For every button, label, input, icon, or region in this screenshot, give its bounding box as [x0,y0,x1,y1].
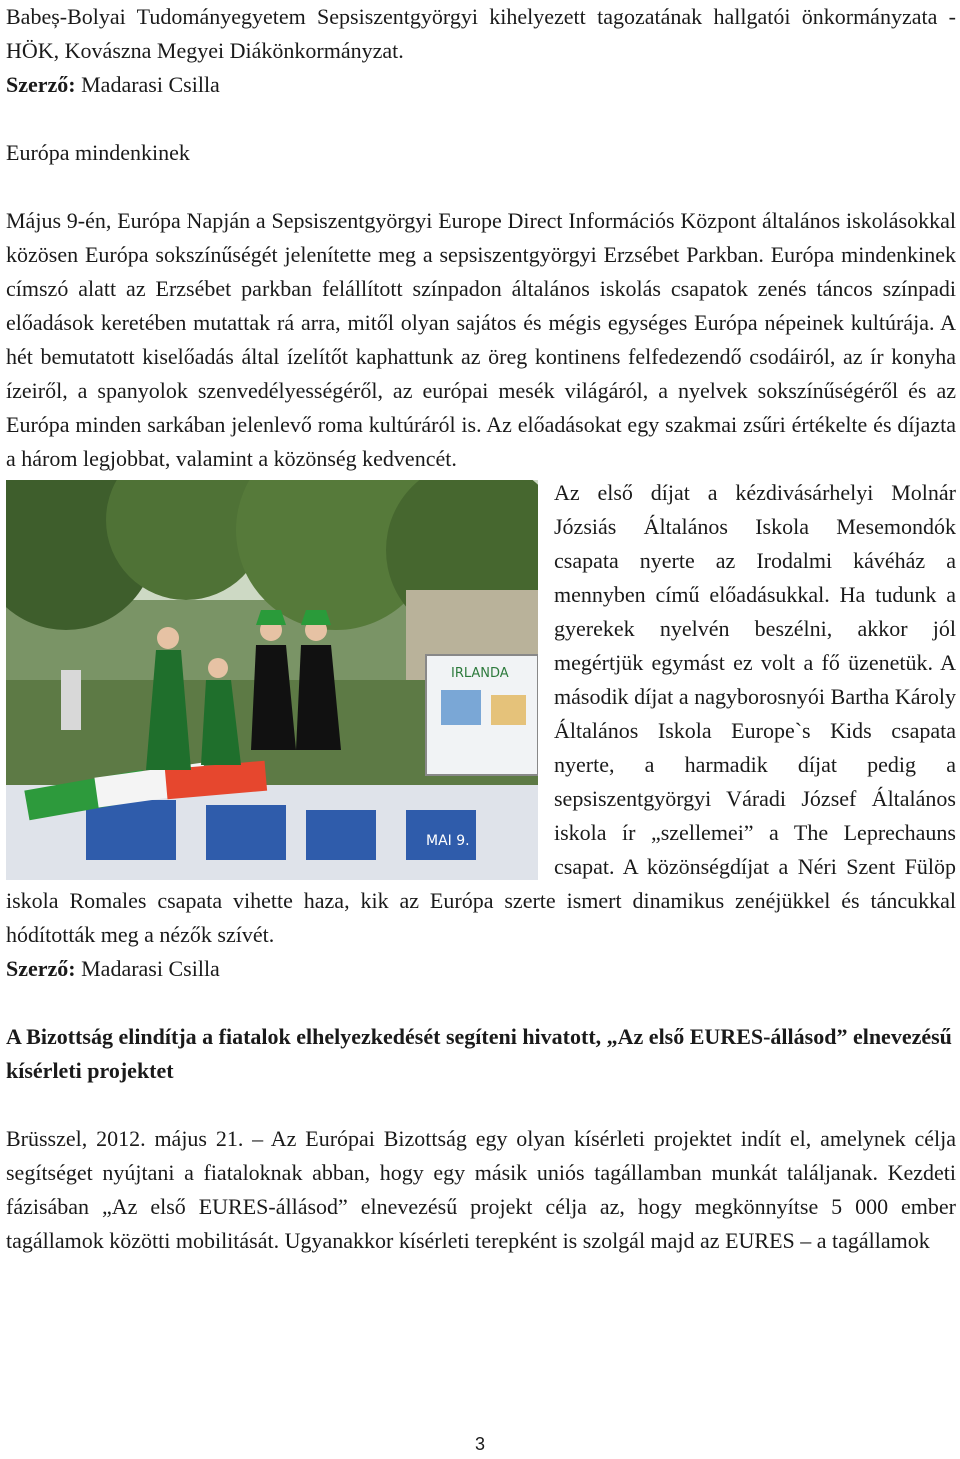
article-title: Európa mindenkinek [6,140,190,165]
article2-paragraph: Brüsszel, 2012. május 21. – Az Európai Bizottság egy olyan kísérleti projektet indít el, amelynek célja segítséget nyújtani a fiataloknak abban, hogy egy másik uniós tagállamban munkát találjanak. Kezdeti fázisában „Az első EURES-állásod” elnevezésű projekt célja az, hogy megkönnyítse 5 000 ember tagállamok közötti mobilitását. Ugyanakkor kísérleti terepként is szolgál majd az EURES – a tagállamok [6,1126,956,1253]
event-photo-image [6,480,538,880]
page-number: 3 [474,1434,485,1454]
banner-text: MAI 9. [426,833,470,849]
author-label-2: Szerző: [6,956,76,981]
poster-text: IRLANDA [451,666,509,681]
author-name: Madarasi Csilla [75,72,220,97]
document-page [6,0,956,1258]
author-line-2 [6,952,956,986]
article-headline: A Bizottság elindítja a fiatalok elhelyezkedését segíteni hivatott, „Az első EURES-állásod” elnevezésű kísérleti projektet [6,1024,952,1083]
organization-text: Babeș-Bolyai Tudományegyetem Sepsiszentgyörgyi kihelyezett tagozatának hallgatói önkormányzata - HÖK, Kovászna Megyei Diákönkormányzat. [6,4,956,63]
event-photo [6,480,538,880]
author-name-2: Madarasi Csilla [75,956,220,981]
article-paragraph-awards: Az első díjat a kézdivásárhelyi Molnár Józsiás Általános Iskola Mesemondók csapata nyerte az Irodalmi kávéház a mennyben című előadásukkal. Ha tudunk a gyerekek nyelvén beszélni, akkor jól megértjük egymást ez volt a fő üzenetük. A második díjat a nagyborosnyói Bartha Károly Általános Iskola Europe`s Kids csapata nyerte, a harmadik díjat pedig a sepsiszentgyörgyi Váradi József Általános iskola ír „szellemei” a The Leprechauns csapat. A közönségdíjat a Néri Szent Fülöp iskola Romales csapata vihette haza, kik az Európa szerte ismert dinamikus zenéjükkel és táncukkal hódították meg a nézők szívét. [6,480,956,947]
article-paragraph: Május 9-én, Európa Napján a Sepsiszentgyörgyi Europe Direct Információs Központ általános iskolásokkal közösen Európa sokszínűségét jelenítette meg a sepsiszentgyörgyi Erzsébet Parkban. Európa mindenkinek címszó alatt az Erzsébet parkban felállított színpadon általános iskolás csapatok zenés táncos színpadi előadások keretében mutattak rá arra, mitől olyan sajátos és mégis egységes Európa népeinek kultúrája. A hét bemutatott kiselőadás által ízelítőt kaphattunk az öreg kontinens felfedezendő csodáiról, az ír konyha ízeiről, a spanyolok szenvedélyességéről, az európai mesék világáról, a nyelvek sokszínűségéről és az Európa minden sarkában jelenlevő roma kultúráról is. Az előadásokat egy szakmai zsűri értékelte és díjazta a három legjobbat, valamint a közönség kedvencét. [6,208,956,471]
author-line [6,68,956,102]
author-label: Szerző: [6,72,76,97]
